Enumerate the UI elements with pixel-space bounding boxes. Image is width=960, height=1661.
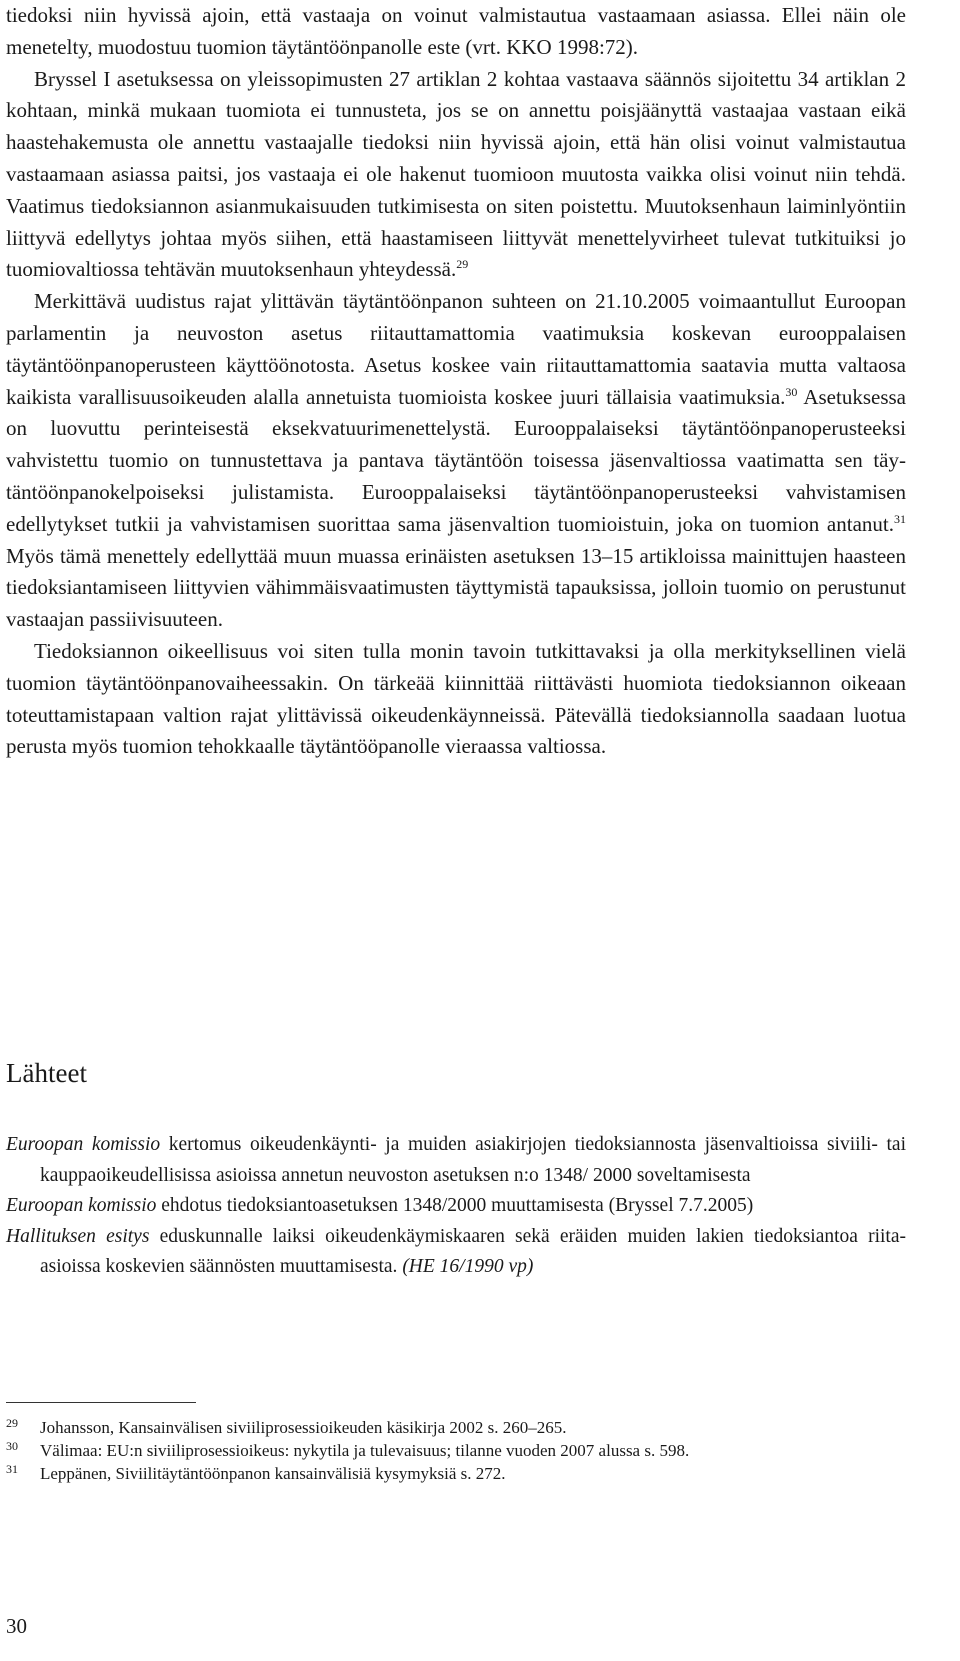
paragraph-2-text: Bryssel I asetuksessa on yleissopimusten 27 artiklan 2 kohtaa vastaava säännös sijoitettu 34 artiklan 2 kohtaan, minkä mukaan tuomiota ei tunnusteta, jos se on annettu poisjäänyttä vastaajaa vastaan eikä haastehakemusta ole annettu vastaajalle tiedoksi niin hyvissä ajoin, että hän olisi voinut valmistautua vastaamaan asiassa paitsi, jos vastaaja ei ole hakenut tuomioon muutosta vaikka olisi voinut niin tehdä. Vaatimus tiedoksiannon asianmukaisuuden tutkimisesta on siten poistettu. Muutoksenhaun laiminlyöntiin liittyvä edellytys johtaa myös siihen, että haastamiseen liittyvät menettelyvirheet tulevat tutkituiksi jo tuomiovaltiossa tehtävän muutoksenhaun yhteydessä.	[6, 66, 906, 282]
references-list	[6, 1130, 906, 1283]
reference-text: ehdotus tiedoksiantoasetuksen 1348/2000 muuttamisesta (Bryssel 7.7.2005)	[156, 1195, 754, 1216]
footnote-number: 30	[6, 1439, 18, 1453]
page-content	[6, 0, 906, 763]
footnote-30	[6, 1439, 906, 1462]
paragraph-3	[6, 286, 906, 636]
reference-text: eduskunnalle laiksi oikeudenkäymiskaaren sekä eräiden muiden lakien tiedoksiantoa riita-asioissa koskevien säännösten muuttamisesta.	[40, 1225, 907, 1277]
reference-item	[6, 1222, 906, 1283]
paragraph-3-text-c: Myös tämä menettely edellyttää muun muassa erinäisten asetuksen 13–15 artikloissa mainittujen haasteen tiedoksiantamiseen liittyvien vähimmäisvaatimusten täyttymistä tapauksissa, jolloin tuomio on perustunut vastaajan passiivisuuteen.	[6, 543, 906, 632]
paragraph-4: Tiedoksiannon oikeellisuus voi siten tulla monin tavoin tutkittavaksi ja olla merkityksellinen vielä tuomion täytäntöönpanovaiheessakin. On tärkeää kiinnittää riittävästi huomiota tiedoksiannon oikeaan toteuttamistapaan valtion rajat ylittävissä oikeudenkäynneissä. Pätevällä tiedoksiannolla saadaan luotua perusta myös tuomion tehokkaalle täytäntööpanolle vieraassa valtiossa.	[6, 638, 906, 759]
footnote-text: Välimaa: EU:n siviiliprosessioikeus: nykytila ja tulevaisuus; tilanne vuoden 2007 alussa s. 598.	[40, 1441, 690, 1460]
paragraph-2	[6, 64, 906, 287]
footnote-text: Johansson, Kansainvälisen siviiliprosessioikeuden käsikirja 2002 s. 260–265.	[40, 1418, 567, 1437]
reference-author: Hallituksen esitys	[6, 1225, 150, 1247]
reference-item	[6, 1191, 906, 1222]
footnote-ref-30[interactable]: 30	[785, 384, 798, 399]
footnote-31	[6, 1462, 906, 1485]
footnote-text: Leppänen, Siviilitäytäntöönpanon kansainvälisiä kysymyksiä s. 272.	[40, 1464, 506, 1483]
footnote-divider	[6, 1402, 196, 1403]
reference-item	[6, 1130, 906, 1191]
paragraph-3-text-b: Asetuksessa on luovuttu perinteisestä eksekvatuurimenettelystä. Eurooppalaiseksi täytäntöönpanoperusteeksi vahvistettu tuomio on tunnustettava ja pantava täytäntöön toisessa jäsenvaltiossa vaatimatta sen täytäntöönpanokelpoiseksi julistamista. Eurooppalaiseksi täytäntöönpanoperusteeksi vahvistamisen edellytykset tutkii ja vahvistamisen suorittaa sama jäsenvaltion tuomioistuin, joka on tuomion antanut.	[6, 384, 906, 536]
references-heading: Lähteet	[6, 1058, 87, 1088]
footnote-29	[6, 1416, 906, 1439]
footnote-ref-31[interactable]: 31	[894, 511, 906, 526]
paragraph-3-text-a: Merkittävä uudistus rajat ylittävän täytäntöönpanon suhteen on 21.10.2005 voimaantullut Euroopan parlamentin ja neuvoston asetus riitauttamattomia vaatimuksia koskevan eurooppalaisen täytäntöönpanoperusteen käyttöönotosta. Asetus koskee vain riitauttamattomia saatavia mutta valtaosa kaikista varallisuusoikeuden alalla annetuista tuomioista koskee juuri tällaisia vaatimuksia.	[6, 289, 906, 409]
reference-author: Euroopan komissio	[6, 1134, 161, 1155]
footnote-ref-29[interactable]: 29	[456, 257, 469, 272]
footnote-number: 29	[6, 1416, 18, 1430]
paragraph-1: tiedoksi niin hyvissä ajoin, että vastaaja on voinut valmistautua vastaamaan asiassa. Ellei näin ole menetelty, muodostuu tuomion täytäntöönpanolle este (vrt. KKO 1998:72).	[6, 3, 906, 59]
footnote-number: 31	[6, 1462, 18, 1476]
reference-author: Euroopan komissio	[6, 1195, 157, 1216]
footnotes	[6, 1416, 906, 1485]
reference-tail: (HE 16/1990 vp)	[402, 1256, 534, 1277]
page-number: 30	[6, 1614, 27, 1638]
body-text	[6, 0, 906, 763]
reference-text: kertomus oikeudenkäynti- ja muiden asiakirjojen tiedoksiannosta jäsenvaltioissa siviili- tai kauppaoikeudellisissa asioissa annetun neuvoston asetuksen n:o 1348/ 2000 soveltamisesta	[40, 1134, 907, 1186]
